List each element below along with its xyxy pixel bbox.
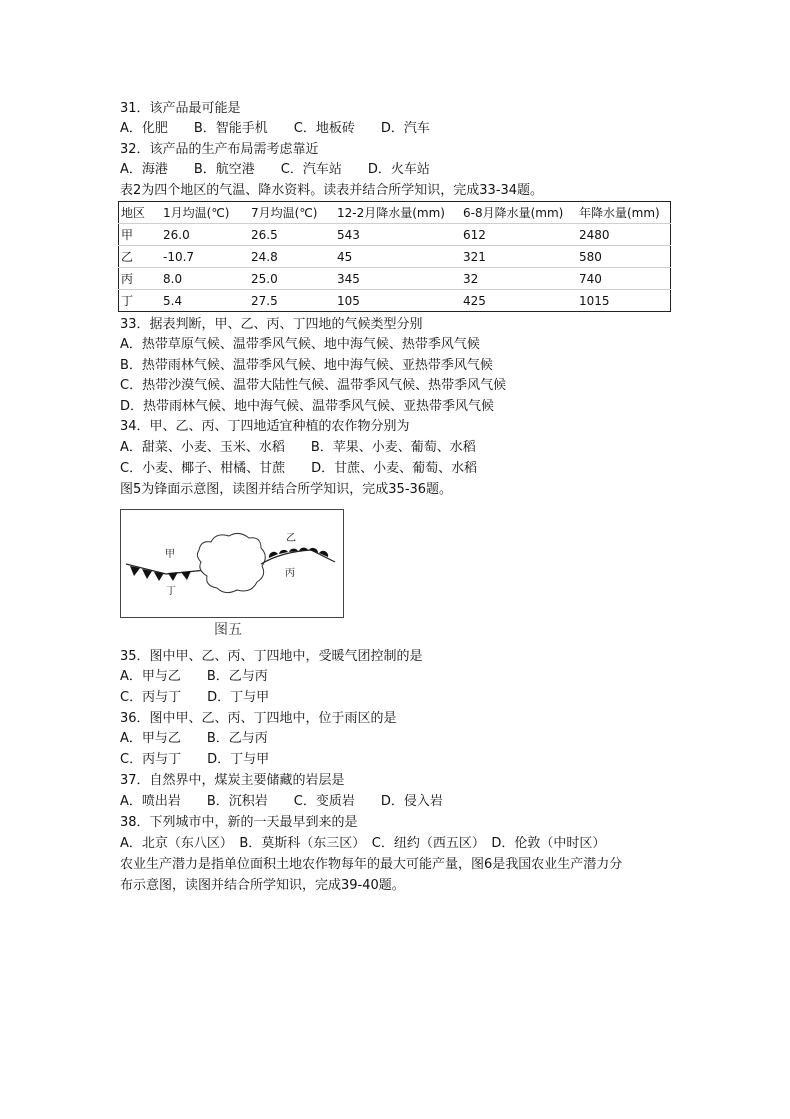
q36-options-ab: A．甲与乙 B．乙与丙 (120, 731, 268, 746)
table-intro: 表2为四个地区的气温、降水资料。读表并结合所学知识，完成33-34题。 (120, 183, 544, 198)
q34-stem: 34．甲、乙、丙、丁四地适宜种植的农作物分别为 (120, 419, 410, 434)
table-cell: 24.8 (249, 246, 335, 268)
table-cell: 丙 (119, 268, 162, 290)
q34-options-ab: A．甜菜、小麦、玉米、水稻 B．苹果、小麦、葡萄、水稻 (120, 440, 476, 455)
table-cell: 2480 (577, 224, 671, 246)
q35-options-cd: C．丙与丁 D．丁与甲 (120, 690, 270, 705)
table-cell: 1015 (579, 293, 610, 308)
table-row (119, 268, 671, 290)
table-cell: 8.0 (161, 268, 249, 290)
table-cell: 740 (577, 268, 671, 290)
table-cell: 26.5 (249, 224, 335, 246)
figure-intro: 图5为锋面示意图，读图并结合所学知识，完成35-36题。 (120, 482, 453, 497)
table-header: 地区 (119, 202, 162, 224)
table-cell: 乙 (119, 246, 162, 268)
label-yi: 乙 (286, 533, 296, 544)
table-header: 7月均温(℃) (249, 202, 335, 224)
q33-stem: 33．据表判断，甲、乙、丙、丁四地的气候类型分别 (120, 317, 423, 332)
climate-table (118, 201, 671, 312)
closing-line-2: 布示意图，读图并结合所学知识，完成39-40题。 (120, 878, 405, 893)
q33-option-c: C．热带沙漠气候、温带大陆性气候、温带季风气候、热带季风气候 (120, 378, 507, 393)
label-ding: 丁 (166, 586, 176, 597)
table-cell: 27.5 (251, 293, 278, 308)
q35-options-ab: A．甲与乙 B．乙与丙 (120, 669, 268, 684)
table-cell: 321 (461, 246, 577, 268)
q31-stem: 31．该产品最可能是 (120, 101, 241, 116)
table-cell: 25.0 (249, 268, 335, 290)
table-cell: 5.4 (163, 293, 183, 308)
table-header: 年降水量(mm) (577, 202, 671, 224)
label-bing: 丙 (285, 568, 295, 579)
q36-stem: 36．图中甲、乙、丙、丁四地中，位于雨区的是 (120, 711, 397, 726)
table-header-row (119, 202, 671, 224)
label-jia: 甲 (165, 549, 175, 560)
q36-options-cd: C．丙与丁 D．丁与甲 (120, 752, 270, 767)
q38-stem: 38．下列城市中，新的一天最早到来的是 (120, 815, 358, 830)
table-cell: 32 (461, 268, 577, 290)
table-cell: 425 (463, 293, 486, 308)
q34-options-cd: C．小麦、椰子、柑橘、甘蔗 D．甘蔗、小麦、葡萄、水稻 (120, 461, 478, 476)
q33-option-d: D．热带雨林气候、地中海气候、温带季风气候、亚热带季风气候 (120, 399, 495, 414)
front-diagram-svg (121, 510, 343, 617)
table-row (119, 246, 671, 268)
q31-options: A．化肥 B．智能手机 C．地板砖 D．汽车 (120, 121, 430, 136)
table-cell: 105 (337, 293, 360, 308)
table-row (119, 224, 671, 246)
q37-options: A．喷出岩 B．沉积岩 C．变质岩 D．侵入岩 (120, 794, 443, 809)
figure-caption: 图五 (214, 622, 242, 638)
closing-line-1: 农业生产潜力是指单位面积土地农作物每年的最大可能产量，图6是我国农业生产潜力分 (120, 857, 623, 872)
table-cell: 甲 (119, 224, 162, 246)
table-cell: 26.0 (161, 224, 249, 246)
table-cell: 45 (335, 246, 461, 268)
q33-option-b: B．热带雨林气候、温带季风气候、地中海气候、亚热带季风气候 (120, 358, 493, 373)
table-row (119, 290, 671, 312)
q33-option-a: A．热带草原气候、温带季风气候、地中海气候、热带季风气候 (120, 337, 480, 352)
table-header: 12-2月降水量(mm) (335, 202, 461, 224)
table-cell: 612 (461, 224, 577, 246)
table-header: 6-8月降水量(mm) (461, 202, 577, 224)
table-cell: 580 (577, 246, 671, 268)
table-cell: 345 (335, 268, 461, 290)
table-cell: -10.7 (161, 246, 249, 268)
table-header: 1月均温(℃) (161, 202, 249, 224)
table-cell: 543 (335, 224, 461, 246)
q37-stem: 37．自然界中，煤炭主要储藏的岩层是 (120, 773, 345, 788)
q35-stem: 35．图中甲、乙、丙、丁四地中，受暖气团控制的是 (120, 649, 423, 664)
front-diagram (120, 509, 344, 618)
q32-stem: 32．该产品的生产布局需考虑靠近 (120, 142, 319, 157)
q32-options: A．海港 B．航空港 C．汽车站 D．火车站 (120, 162, 430, 177)
q38-options: A．北京（东八区） B．莫斯科（东三区） C．纽约（西五区） D．伦敦（中时区） (120, 836, 606, 851)
table-cell: 丁 (121, 294, 134, 308)
